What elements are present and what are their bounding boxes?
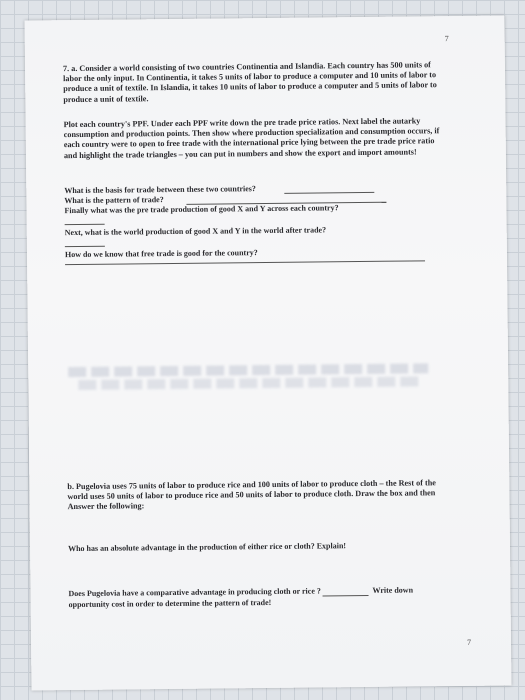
q-write-down: Write down bbox=[372, 585, 414, 595]
worksheet-page bbox=[25, 16, 512, 691]
answer-line-free-trade[interactable] bbox=[65, 260, 425, 265]
answer-line-basis[interactable] bbox=[284, 192, 374, 194]
q-free-trade-good: How do we know that free trade is good for the country? bbox=[64, 248, 258, 260]
q7a-intro: 7. a. Consider a world consisting of two countries Continentia and Islandia. Each country has 500 units of labor the only input. In Continentia, it takes 5 units of labor to produce a computer and 10 units of labor to produce a unit of textile. In Islandia, it takes 10 units of labor to produce a computer and 5 units of labor to produce a unit of textile. bbox=[62, 60, 437, 104]
faded-show-through-text-2 bbox=[78, 376, 418, 390]
faded-show-through-text bbox=[68, 363, 428, 377]
page-number-bottom: 7 bbox=[466, 637, 472, 647]
q-world-production: Next, what is the world production of good X and Y in the world after trade? bbox=[64, 225, 327, 238]
q-basis-for-trade: What is the basis for trade between these two countries? bbox=[64, 184, 256, 196]
answer-line-comparative[interactable] bbox=[323, 595, 369, 596]
q-opportunity-cost: opportunity cost in order to determine the pattern of trade! bbox=[68, 597, 272, 610]
answer-line-pretrade[interactable] bbox=[65, 224, 105, 225]
q-pretrade-production: Finally what was the pre trade production of good X and Y across each country? bbox=[64, 203, 339, 216]
answer-line-world[interactable] bbox=[65, 246, 105, 247]
page-number-top: 7 bbox=[444, 34, 449, 44]
q-absolute-advantage: Who has an absolute advantage in the production of either rice or cloth? Explain! bbox=[67, 541, 347, 554]
q7b-intro: b. Pugelovia uses 75 units of labor to produce rice and 100 units of labor to produce cloth – the Rest of the world uses 50 units of labor to produce rice and 50 units of labor to produce cloth. Draw the box and then Answer the following: bbox=[67, 478, 436, 512]
q-comparative-advantage: Does Pugelovia have a comparative advantage in producing cloth or rice ? bbox=[68, 586, 321, 599]
q-pattern-of-trade: What is the pattern of trade? bbox=[64, 195, 164, 206]
q7a-instructions: Plot each country's PPF. Under each PPF write down the pre trade price ratios. Next label the autarky consumption and production points. Then show where production specialization and consumption occurs, if each country were to open to free trade with the international price lying between the pre trade price ratio and highlight the trade triangles – you can put in numbers and show the export and import amounts! bbox=[63, 116, 440, 160]
